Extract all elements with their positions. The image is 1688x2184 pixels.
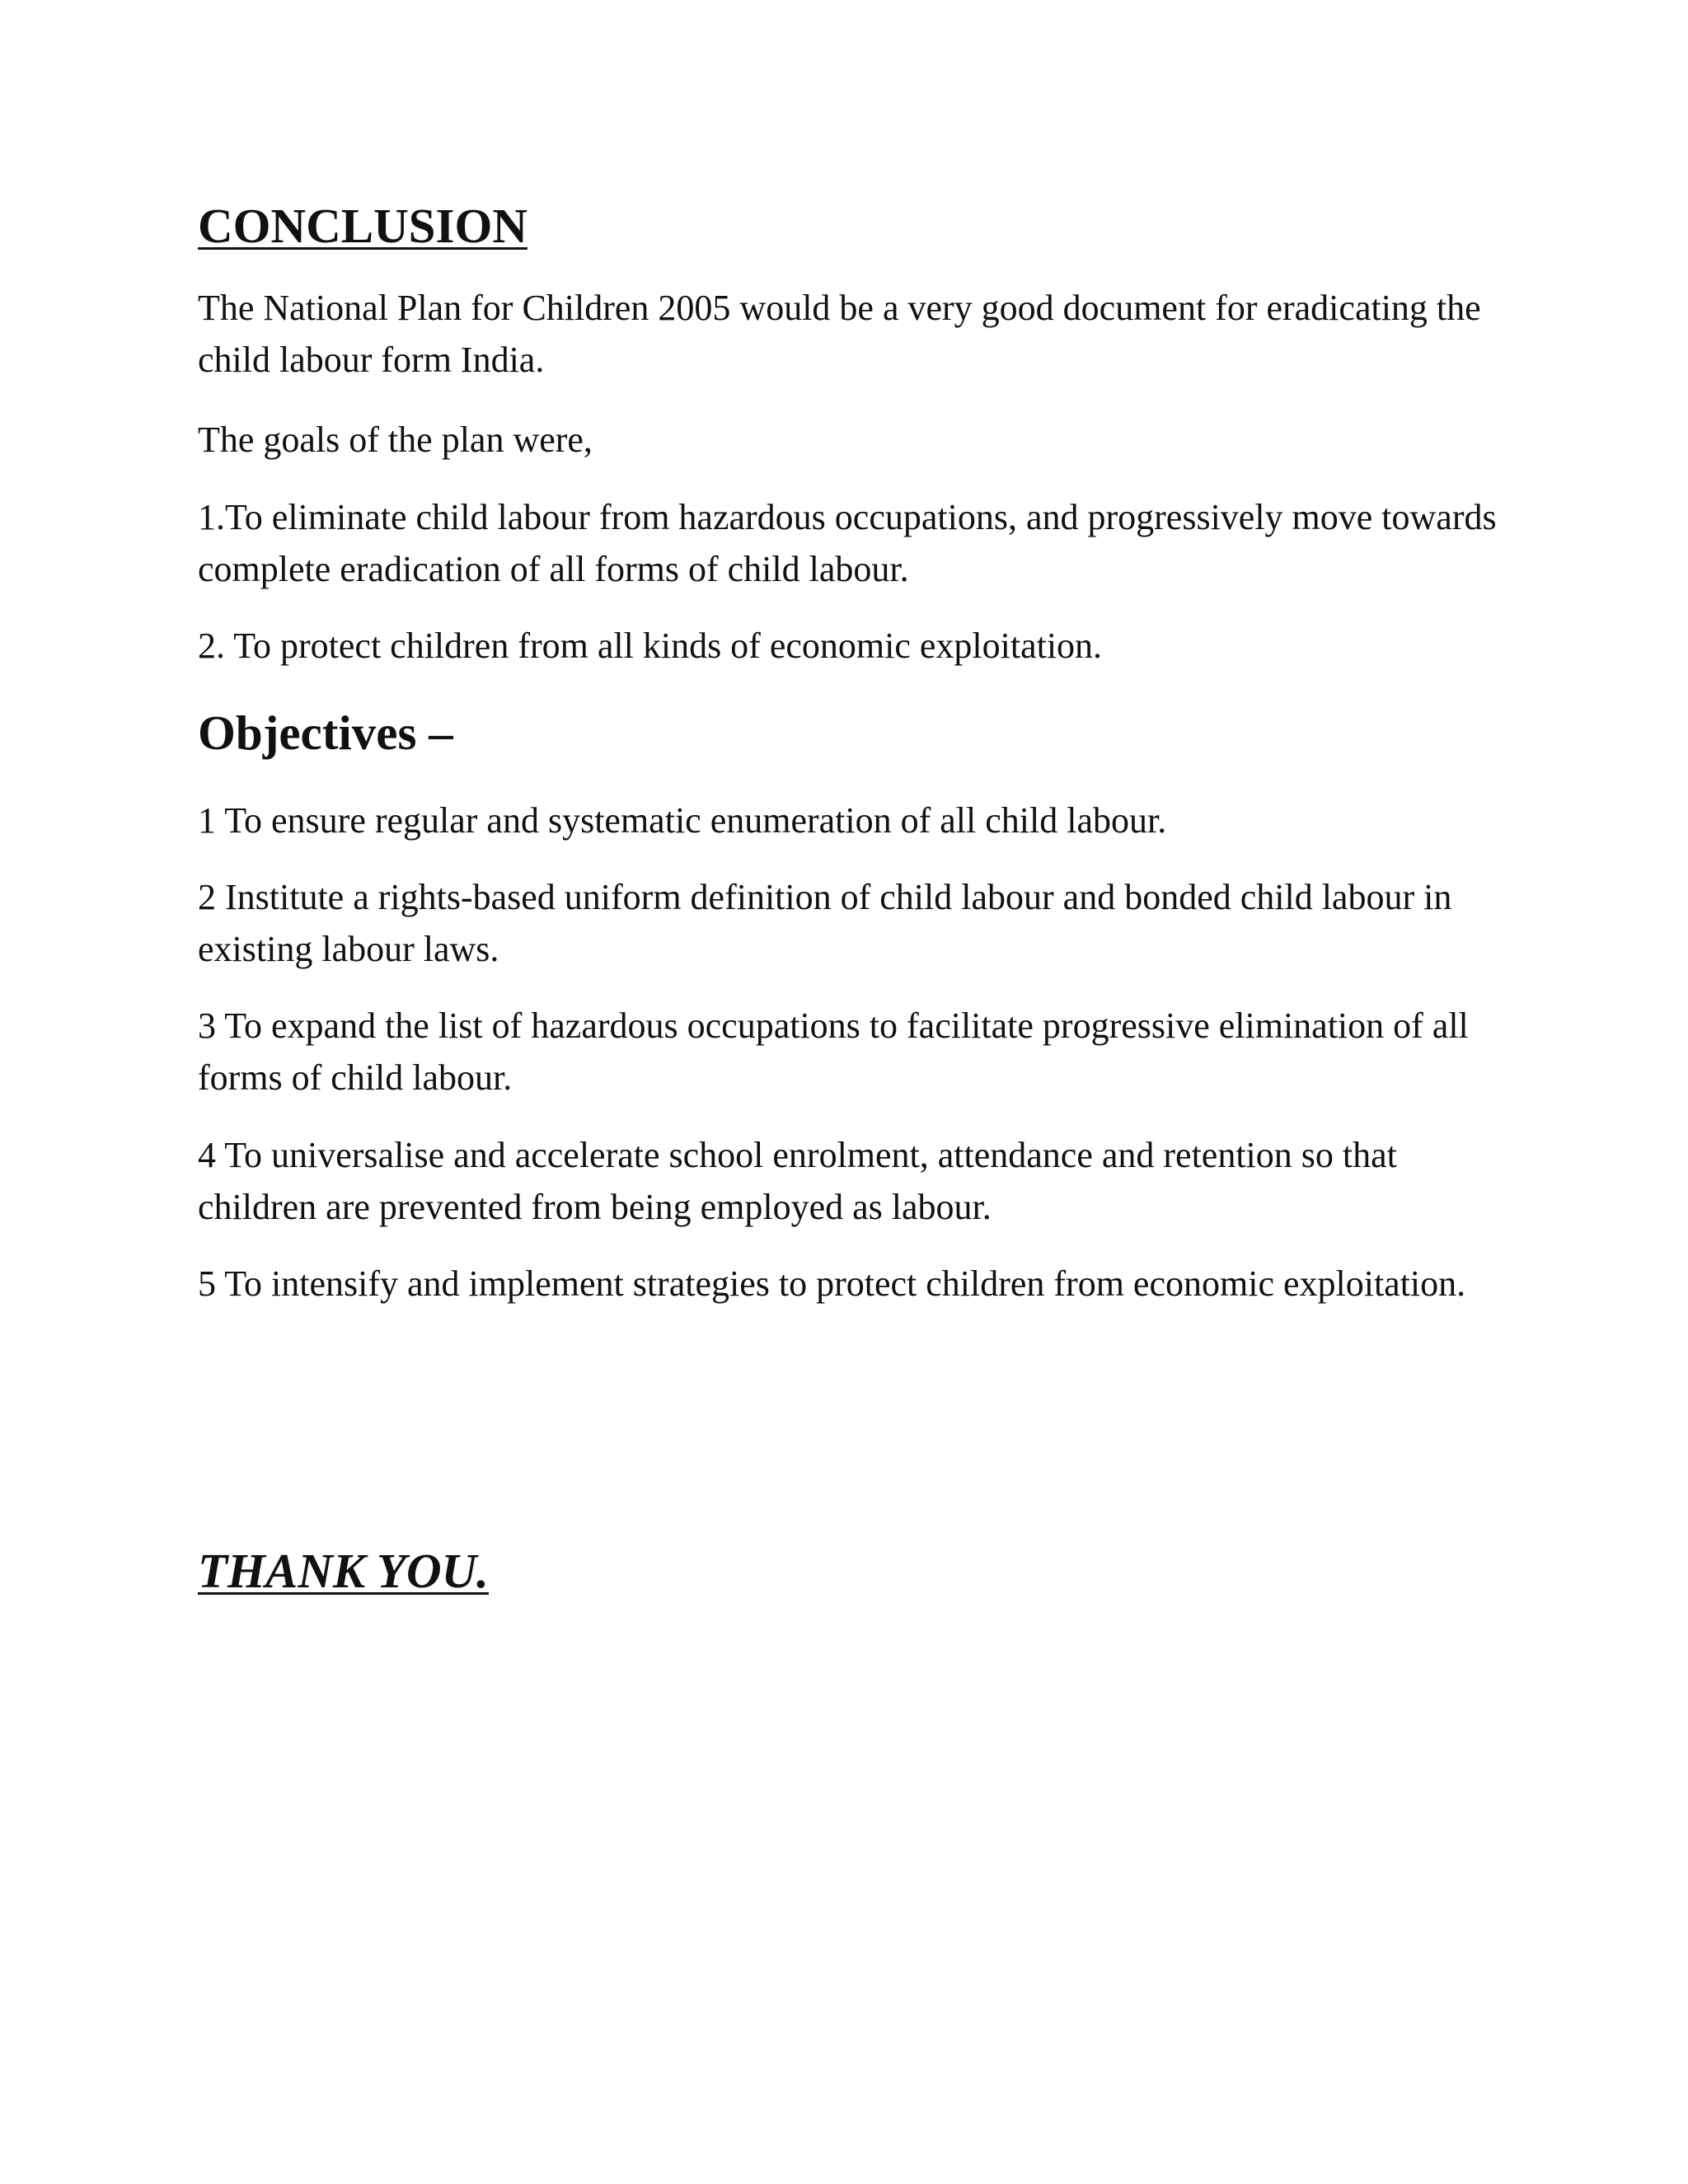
- objective-item-3: 3 To expand the list of hazardous occupations to facilitate progressive elimination of all forms of child labour.: [198, 1005, 1469, 1098]
- objective-item-5: 5 To intensify and implement strategies to protect children from economic exploitation.: [198, 1263, 1466, 1304]
- goal-item-1: 1.To eliminate child labour from hazardous occupations, and progressively move towards complete eradication of all forms of child labour.: [198, 497, 1497, 589]
- objective-item-4: 4 To universalise and accelerate school enrolment, attendance and retention so that children are prevented from being employed as labour.: [198, 1135, 1397, 1227]
- objective-item-1: 1 To ensure regular and systematic enumeration of all child labour.: [198, 800, 1167, 841]
- objective-item-2: 2 Institute a rights-based uniform definition of child labour and bonded child labour in existing labour laws.: [198, 877, 1452, 969]
- conclusion-intro: The National Plan for Children 2005 would be a very good document for eradicating the child labour form India.: [198, 288, 1481, 380]
- objectives-heading: Objectives –: [198, 705, 453, 760]
- goals-lead: The goals of the plan were,: [198, 419, 593, 460]
- thank-you-closing: THANK YOU.: [198, 1544, 489, 1598]
- goal-item-2: 2. To protect children from all kinds of economic exploitation.: [198, 626, 1103, 666]
- conclusion-heading: CONCLUSION: [198, 199, 528, 253]
